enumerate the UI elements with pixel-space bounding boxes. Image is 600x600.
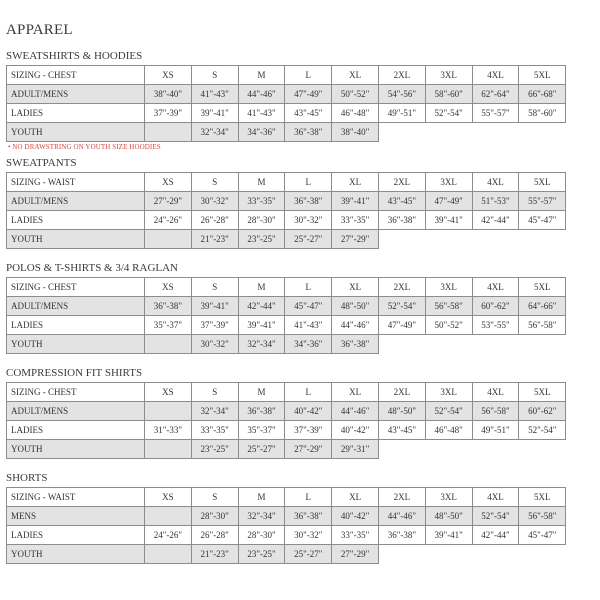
header-size-cell: L [285,173,332,192]
measure-cell: 37"-39" [285,421,332,440]
size-table [6,487,566,564]
section-title: COMPRESSION FIT SHIRTS [6,367,143,379]
header-size-cell: 4XL [472,383,519,402]
row-label-cell: ADULT/MENS [7,402,145,421]
measure-cell: 39"-41" [425,526,472,545]
table-row [7,402,566,421]
table-header-row [7,173,566,192]
measure-cell: 30"-32" [285,526,332,545]
measure-cell: 47"-49" [425,192,472,211]
table-row [7,123,566,142]
measure-cell: 52"-54" [519,421,566,440]
measure-cell: 43"-45" [285,104,332,123]
size-section [6,49,566,156]
header-size-cell: 3XL [425,383,472,402]
header-size-cell: 5XL [519,66,566,85]
row-label-cell: YOUTH [7,440,145,459]
measure-cell: 31"-33" [145,421,192,440]
measure-cell: 23"-25" [238,230,285,249]
measure-cell: 36"-38" [378,211,425,230]
measure-cell: 32"-34" [238,335,285,354]
empty-cell [378,230,565,249]
measure-cell: 25"-27" [238,440,285,459]
header-size-cell: XS [145,383,192,402]
section-title: POLOS & T-SHIRTS & 3/4 RAGLAN [6,262,179,274]
row-label-cell: YOUTH [7,230,145,249]
table-row [7,421,566,440]
table-row [7,316,566,335]
measure-cell: 45"-47" [285,297,332,316]
measure-cell: 36"-38" [238,402,285,421]
table-row [7,192,566,211]
section-spacer [6,564,566,576]
measure-cell: 38"-40" [332,123,379,142]
measure-cell: 33"-35" [332,526,379,545]
table-row [7,507,566,526]
measure-cell: 35"-37" [145,316,192,335]
header-size-cell: XS [145,66,192,85]
measure-cell [145,230,192,249]
measure-cell: 51"-53" [472,192,519,211]
header-size-cell: XL [332,488,379,507]
measure-cell: 54"-56" [378,85,425,104]
measure-cell: 66"-68" [519,85,566,104]
measure-cell [145,507,192,526]
header-size-cell: M [238,173,285,192]
measure-cell: 58"-60" [519,104,566,123]
measure-cell: 49"-51" [378,104,425,123]
section-spacer [6,249,566,261]
measure-cell: 40"-42" [332,507,379,526]
measure-cell: 27"-29" [145,192,192,211]
measure-cell: 42"-44" [238,297,285,316]
measure-cell: 30"-32" [285,211,332,230]
table-row [7,526,566,545]
row-label-cell: LADIES [7,316,145,335]
header-size-cell: 3XL [425,278,472,297]
size-table [6,172,566,249]
header-size-cell: 5XL [519,383,566,402]
measure-cell: 25"-27" [285,545,332,564]
measure-cell: 36"-38" [145,297,192,316]
header-size-cell: L [285,66,332,85]
header-size-cell: L [285,383,332,402]
measure-cell: 40"-42" [332,421,379,440]
measure-cell: 39"-41" [425,211,472,230]
header-size-cell: 4XL [472,488,519,507]
measure-cell: 62"-64" [472,85,519,104]
header-size-cell: S [191,173,238,192]
measure-cell: 49"-51" [472,421,519,440]
measure-cell: 32"-34" [191,402,238,421]
measure-cell: 36"-38" [285,192,332,211]
header-size-cell: XL [332,278,379,297]
section-title: SWEATPANTS [6,157,77,169]
header-label-cell: SIZING - WAIST [7,173,145,192]
measure-cell: 36"-38" [285,123,332,142]
measure-cell: 56"-58" [472,402,519,421]
header-size-cell: XS [145,173,192,192]
measure-cell: 44"-46" [378,507,425,526]
row-label-cell: LADIES [7,421,145,440]
row-label-cell: ADULT/MENS [7,85,145,104]
table-row [7,545,566,564]
header-size-cell: 5XL [519,488,566,507]
measure-cell: 39"-41" [238,316,285,335]
table-row [7,211,566,230]
table-header-row [7,488,566,507]
measure-cell: 35"-37" [238,421,285,440]
measure-cell: 43"-45" [378,421,425,440]
row-label-cell: ADULT/MENS [7,297,145,316]
section-spacer [6,459,566,471]
measure-cell: 26"-28" [191,211,238,230]
measure-cell: 32"-34" [238,507,285,526]
measure-cell: 46"-48" [332,104,379,123]
measure-cell: 41"-43" [285,316,332,335]
row-label-cell: YOUTH [7,123,145,142]
row-label-cell: ADULT/MENS [7,192,145,211]
measure-cell: 33"-35" [191,421,238,440]
row-label-cell: LADIES [7,211,145,230]
row-label-cell: LADIES [7,104,145,123]
size-table [6,65,566,142]
header-size-cell: 4XL [472,173,519,192]
measure-cell: 47"-49" [378,316,425,335]
measure-cell: 44"-46" [332,402,379,421]
header-size-cell: L [285,488,332,507]
measure-cell: 44"-46" [332,316,379,335]
measure-cell: 52"-54" [425,402,472,421]
empty-cell [378,440,565,459]
row-label-cell: YOUTH [7,335,145,354]
header-size-cell: XL [332,173,379,192]
header-size-cell: XS [145,278,192,297]
header-size-cell: S [191,66,238,85]
size-section [6,366,566,471]
header-size-cell: 5XL [519,173,566,192]
measure-cell: 56"-58" [519,507,566,526]
header-size-cell: S [191,383,238,402]
measure-cell: 34"-36" [238,123,285,142]
header-size-cell: 5XL [519,278,566,297]
table-row [7,335,566,354]
empty-cell [378,335,565,354]
section-title: SWEATSHIRTS & HOODIES [6,50,143,62]
measure-cell: 37"-39" [145,104,192,123]
measure-cell: 23"-25" [238,545,285,564]
header-size-cell: 2XL [378,66,425,85]
measure-cell: 27"-29" [332,230,379,249]
measure-cell: 64"-66" [519,297,566,316]
size-chart-sections [6,49,566,576]
measure-cell: 28"-30" [238,211,285,230]
header-label-cell: SIZING - CHEST [7,278,145,297]
header-size-cell: 2XL [378,173,425,192]
measure-cell: 39"-41" [332,192,379,211]
measure-cell: 60"-62" [472,297,519,316]
measure-cell: 52"-54" [378,297,425,316]
measure-cell: 47"-49" [285,85,332,104]
measure-cell: 42"-44" [472,526,519,545]
header-size-cell: XL [332,383,379,402]
measure-cell: 25"-27" [285,230,332,249]
header-size-cell: M [238,488,285,507]
measure-cell: 24"-26" [145,526,192,545]
measure-cell: 42"-44" [472,211,519,230]
measure-cell: 46"-48" [425,421,472,440]
measure-cell: 21"-23" [191,230,238,249]
measure-cell: 24"-26" [145,211,192,230]
measure-cell: 34"-36" [285,335,332,354]
measure-cell: 43"-45" [378,192,425,211]
table-header-row [7,383,566,402]
header-size-cell: XS [145,488,192,507]
measure-cell: 52"-54" [425,104,472,123]
empty-cell [378,545,565,564]
measure-cell: 58"-60" [425,85,472,104]
section-title: SHORTS [6,472,48,484]
measure-cell: 52"-54" [472,507,519,526]
measure-cell: 37"-39" [191,316,238,335]
row-label-cell: YOUTH [7,545,145,564]
measure-cell: 36"-38" [332,335,379,354]
header-label-cell: SIZING - CHEST [7,66,145,85]
section-spacer [6,354,566,366]
header-size-cell: S [191,278,238,297]
measure-cell [145,123,192,142]
header-size-cell: 3XL [425,488,472,507]
measure-cell: 40"-42" [285,402,332,421]
header-size-cell: 2XL [378,488,425,507]
measure-cell: 33"-35" [332,211,379,230]
header-size-cell: M [238,383,285,402]
measure-cell: 55"-57" [472,104,519,123]
measure-cell: 30"-32" [191,192,238,211]
header-size-cell: 4XL [472,66,519,85]
measure-cell [145,440,192,459]
measure-cell: 27"-29" [285,440,332,459]
header-label-cell: SIZING - WAIST [7,488,145,507]
header-size-cell: 2XL [378,278,425,297]
measure-cell: 41"-43" [191,85,238,104]
measure-cell: 41"-43" [238,104,285,123]
measure-cell: 38"-40" [145,85,192,104]
measure-cell: 60"-62" [519,402,566,421]
measure-cell: 53"-55" [472,316,519,335]
measure-cell: 48"-50" [425,507,472,526]
measure-cell: 36"-38" [285,507,332,526]
measure-cell [145,335,192,354]
size-section [6,156,566,261]
table-row [7,440,566,459]
measure-cell: 48"-50" [332,297,379,316]
measure-cell: 39"-41" [191,297,238,316]
measure-cell: 56"-58" [519,316,566,335]
table-row [7,230,566,249]
header-size-cell: L [285,278,332,297]
measure-cell: 21"-23" [191,545,238,564]
size-chart-page [6,22,566,576]
size-table [6,382,566,459]
table-row [7,104,566,123]
table-header-row [7,66,566,85]
table-header-row [7,278,566,297]
header-label-cell: SIZING - CHEST [7,383,145,402]
header-size-cell: XL [332,66,379,85]
measure-cell: 29"-31" [332,440,379,459]
measure-cell: 56"-58" [425,297,472,316]
header-size-cell: M [238,66,285,85]
header-size-cell: 4XL [472,278,519,297]
measure-cell: 44"-46" [238,85,285,104]
measure-cell: 55"-57" [519,192,566,211]
measure-cell: 26"-28" [191,526,238,545]
measure-cell: 45"-47" [519,526,566,545]
row-label-cell: MENS [7,507,145,526]
table-row [7,297,566,316]
measure-cell: 28"-30" [238,526,285,545]
header-size-cell: M [238,278,285,297]
row-label-cell: LADIES [7,526,145,545]
measure-cell: 39"-41" [191,104,238,123]
header-size-cell: 3XL [425,66,472,85]
measure-cell [145,545,192,564]
empty-cell [378,123,565,142]
size-table [6,277,566,354]
measure-cell: 33"-35" [238,192,285,211]
measure-cell: 50"-52" [332,85,379,104]
measure-cell: 23"-25" [191,440,238,459]
measure-cell: 45"-47" [519,211,566,230]
table-row [7,85,566,104]
measure-cell: 32"-34" [191,123,238,142]
header-size-cell: 2XL [378,383,425,402]
size-section [6,261,566,366]
measure-cell: 50"-52" [425,316,472,335]
size-section [6,471,566,576]
section-note: • NO DRAWSTRING ON YOUTH SIZE HOODIES [8,143,161,151]
measure-cell [145,402,192,421]
header-size-cell: 3XL [425,173,472,192]
measure-cell: 36"-38" [378,526,425,545]
measure-cell: 27"-29" [332,545,379,564]
header-size-cell: S [191,488,238,507]
page-title: APPAREL [6,22,73,38]
measure-cell: 30"-32" [191,335,238,354]
measure-cell: 28"-30" [191,507,238,526]
measure-cell: 48"-50" [378,402,425,421]
